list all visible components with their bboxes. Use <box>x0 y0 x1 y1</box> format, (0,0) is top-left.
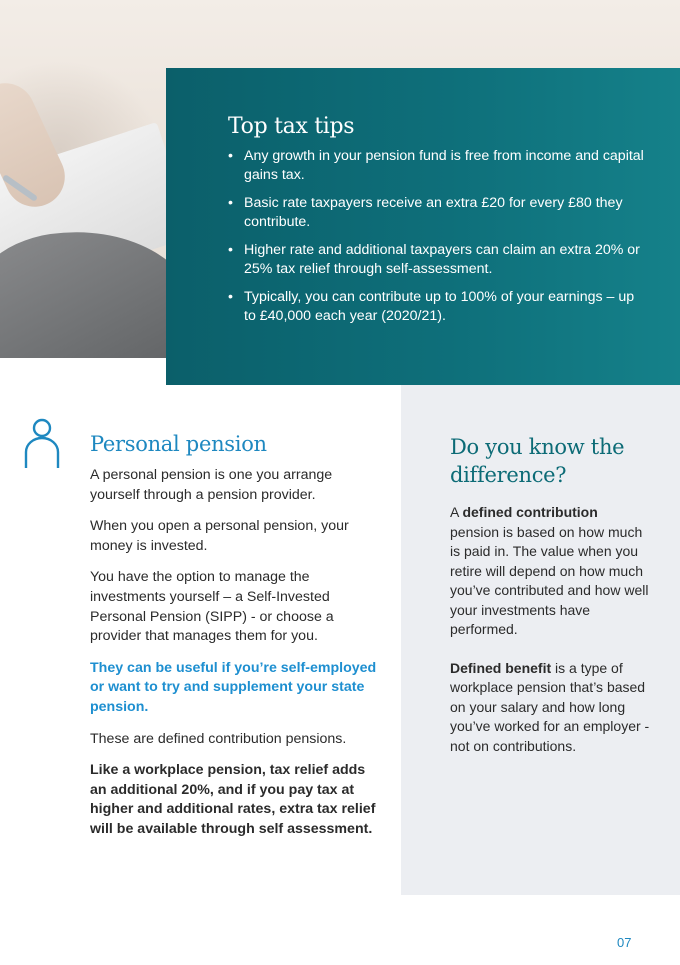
person-icon <box>24 418 60 470</box>
db-term: Defined benefit <box>450 659 552 676</box>
defined-benefit-paragraph <box>450 659 650 757</box>
tax-tips-panel <box>166 68 680 385</box>
dc-intro: A <box>450 504 463 520</box>
tax-tip-item: • Higher rate and additional taxpayers can claim an extra 20% or 25% tax relief through self-assessment. <box>228 241 644 279</box>
bold-paragraph: Like a workplace pension, tax relief adds an additional 20%, and if you pay tax at higher and additional rates, extra tax relief will be available through self assessment. <box>90 762 376 837</box>
dc-term: defined contribution <box>462 504 598 520</box>
tax-tips-title: Top tax tips <box>228 114 355 139</box>
sidebar-title: Do you know the difference? <box>450 435 625 487</box>
highlight-paragraph: They can be useful if you’re self-employed or want to try and supplement your state pension. <box>90 659 377 715</box>
difference-sidebar <box>401 385 680 895</box>
paragraph: These are defined contribution pensions. <box>90 730 347 747</box>
paragraph: A personal pension is one you arrange yourself through a pension provider. <box>90 467 333 503</box>
paragraph: When you open a personal pension, your money is invested. <box>90 518 349 554</box>
tax-tip-item: • Any growth in your pension fund is free from income and capital gains tax. <box>228 147 644 185</box>
tax-tip-item: • Basic rate taxpayers receive an extra £20 for every £80 they contribute. <box>228 194 644 232</box>
defined-contribution-paragraph <box>450 503 650 640</box>
page-number: 07 <box>617 935 632 950</box>
tax-tip-item: • Typically, you can contribute up to 100% of your earnings – up to £40,000 each year (2020/21). <box>228 288 644 326</box>
tax-tips-list <box>228 147 644 326</box>
paragraph: You have the option to manage the investments yourself – a Self-Invested Personal Pension (SIPP) - or choose a provider that manages them for you. <box>90 569 334 645</box>
personal-pension-title: Personal pension <box>90 432 267 456</box>
sidebar-content <box>450 433 650 756</box>
personal-pension-section <box>90 432 380 852</box>
dc-text: pension is based on how much is paid in. The value when you retire will depend on how much you’ve contributed and how well your investments have performed. <box>450 523 649 637</box>
db-text: is a type of workplace pension that’s based on your salary and how long you’ve worked for an employer - not on contributions. <box>450 659 650 754</box>
